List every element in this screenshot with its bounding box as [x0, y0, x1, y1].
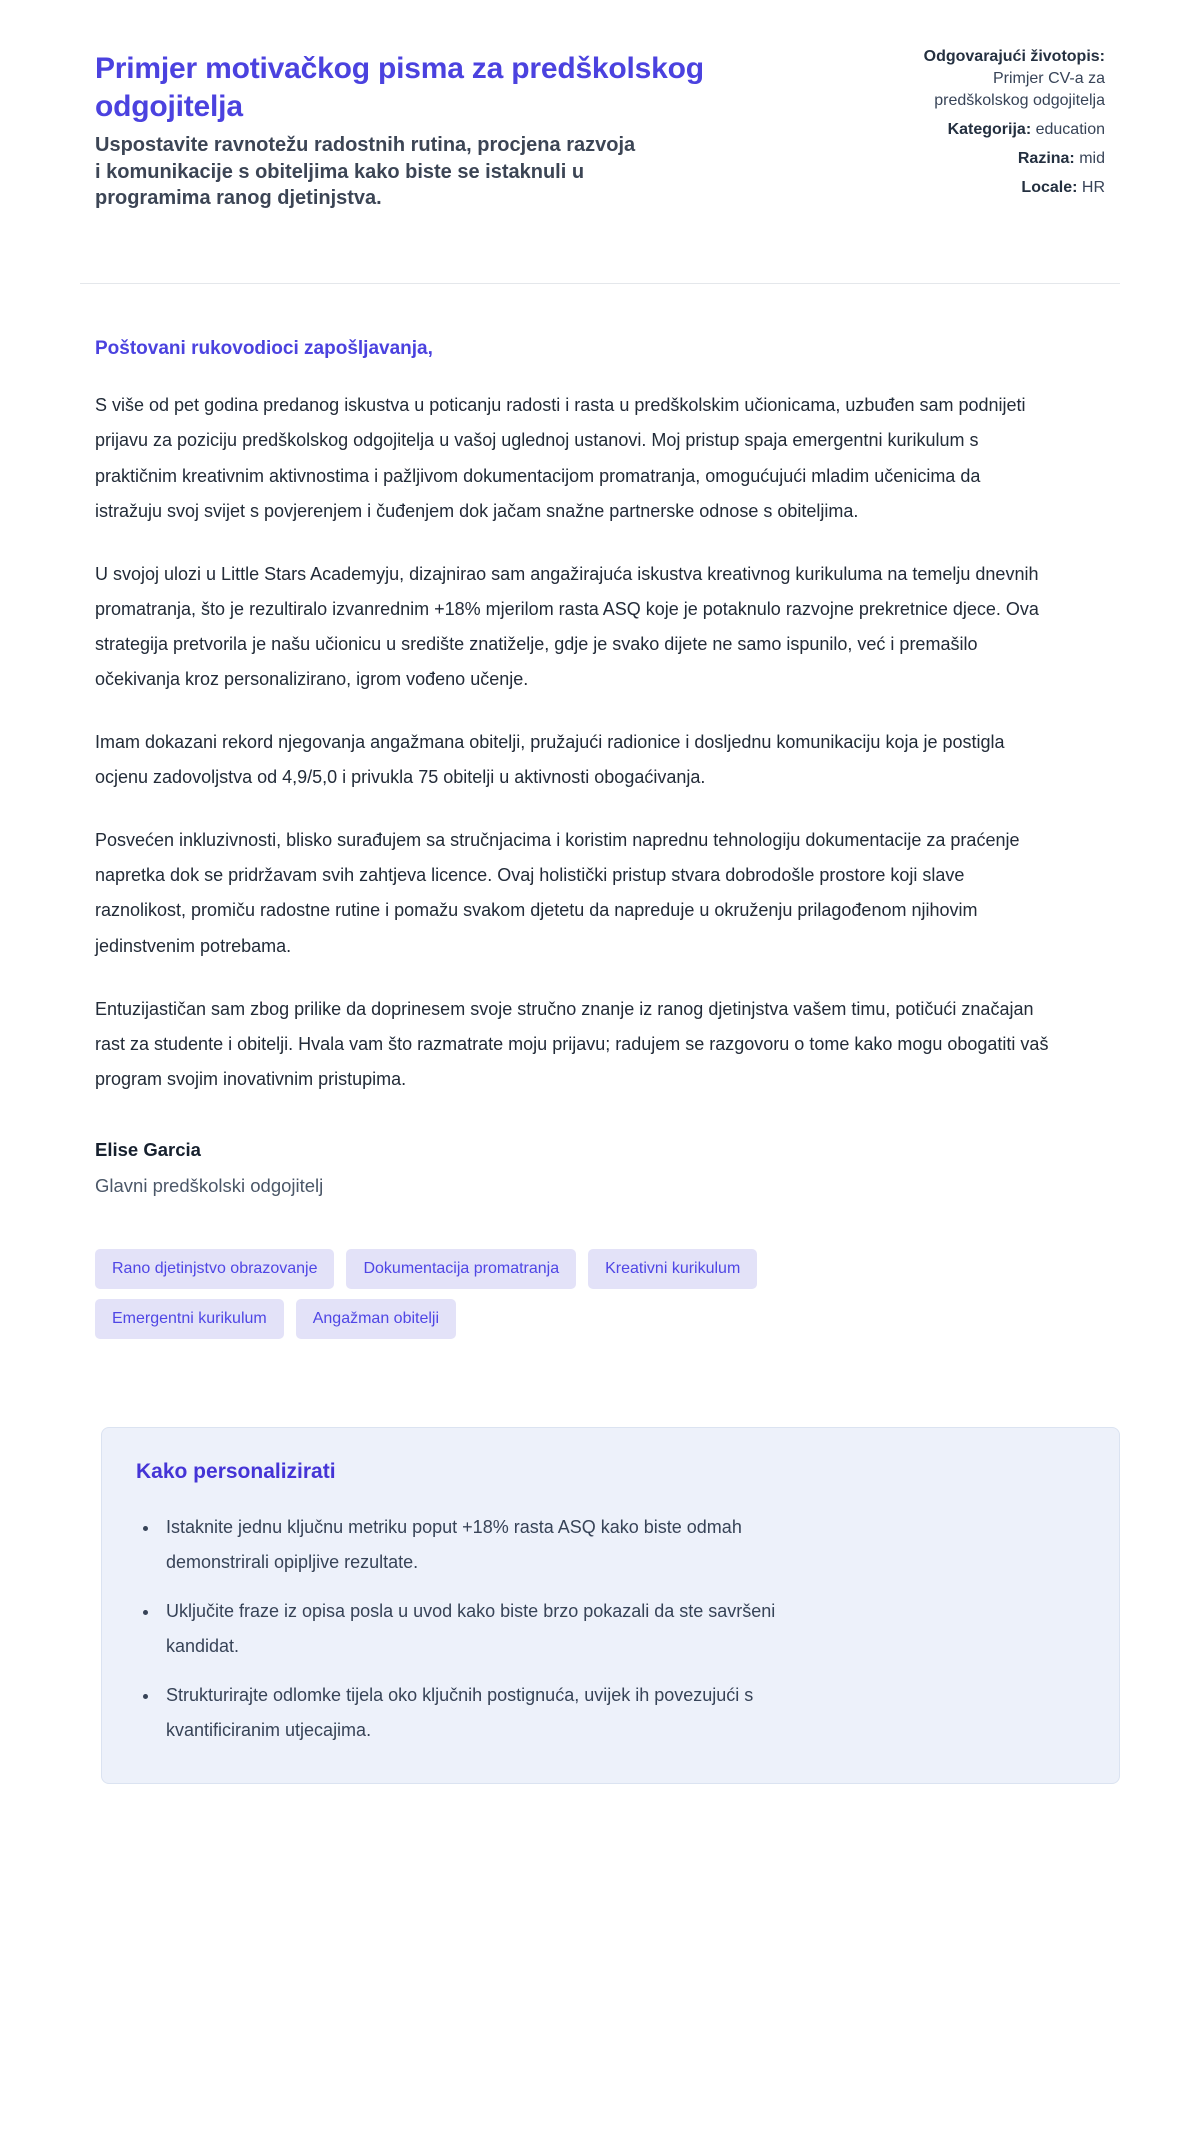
signature-role: Glavni predškolski odgojitelj [95, 1174, 324, 1196]
meta-value: Primjer CV-a za predškolskog odgojitelja [934, 70, 1105, 110]
letter-paragraph: Posvećen inkluzivnosti, blisko surađujem sa stručnjacima i koristim naprednu tehnologiju dokumentacije za praćenje napretka dok se pridržavam svih zahtjeva licence. Ovaj holistički pristup stvara dobrodošle prostore koji slave raznolikost, promiču radostne rutine i pomažu svakom djetetu da napreduje u okruženju prilagođenom njihovim jedinstvenim potrebama. [95, 830, 1020, 956]
personalization-tips-box [101, 1427, 1120, 1784]
signature-name: Elise Garcia [95, 1138, 201, 1160]
tag-list [80, 1249, 895, 1339]
tag-chip[interactable]: Angažman obitelji [296, 1299, 456, 1339]
letter-body [80, 338, 1120, 1197]
tag-chip[interactable]: Kreativni kurikulum [588, 1249, 757, 1289]
letter-paragraph: S više od pet godina predanog iskustva u poticanju radosti i rasta u predškolskim učionicama, uzbuđen sam podnijeti prijavu za poziciju predškolskog odgojitelja u vašoj uglednoj ustanovi. Moj pristup spaja emergentni kurikulum s praktičnim kreativnim aktivnostima i pažljivom dokumentacijom promatranja, omogućujući mladim učenicima da istražuju svoj svijet s povjerenjem i čuđenjem dok jačam snažne partnerske odnose s obiteljima. [95, 395, 1026, 521]
meta-panel [920, 46, 1120, 206]
divider [80, 283, 1120, 284]
letter-paragraph: U svojoj ulozi u Little Stars Academyju, dizajnirao sam angažirajuća iskustva kreativnog kurikuluma na temelju dnevnih promatranja, što je rezultiralo izvanrednim +18% mjerilom rasta ASQ koje je potaknulo razvojne prekretnice djece. Ova strategija pretvorila je našu učionicu u središte znatiželje, gdje je svako dijete ne samo ispunilo, već i premašilo očekivanja kroz personalizirano, igrom vođeno učenje. [95, 563, 1039, 690]
meta-label: Razina: [1017, 150, 1075, 168]
meta-value: mid [1079, 150, 1105, 168]
letter-paragraphs [95, 388, 1120, 1097]
header-title-block [80, 50, 705, 211]
meta-label: Odgovarajući životopis: [923, 48, 1105, 65]
letter-greeting: Poštovani rukovodioci zapošljavanja, [95, 338, 433, 360]
tag-chip[interactable]: Dokumentacija promatranja [346, 1249, 576, 1289]
tips-title: Kako personalizirati [136, 1459, 336, 1483]
tag-chip[interactable]: Emergentni kurikulum [95, 1299, 284, 1339]
tip-item: • Strukturirajte odlomke tijela oko ključnih postignuća, uvijek ih povezujući s kvantificiranim utjecajima. [160, 1678, 825, 1748]
page-header [80, 50, 1120, 211]
letter-paragraph: Imam dokazani rekord njegovanja angažmana obitelji, pružajući radionice i dosljednu komunikaciju koja je postigla ocjenu zadovoljstva od 4,9/5,0 i privukla 75 obitelji u aktivnosti obogaćivanja. [95, 732, 1005, 788]
tag-chip[interactable]: Rano djetinjstvo obrazovanje [95, 1249, 334, 1289]
tip-item: • Istaknite jednu ključnu metriku poput +18% rasta ASQ kako biste odmah demonstrirali opipljive rezultate. [160, 1510, 825, 1580]
page-title: Primjer motivačkog pisma za predškolskog odgojitelja [95, 52, 704, 124]
meta-label: Kategorija: [947, 121, 1032, 139]
meta-value: HR [1081, 179, 1105, 197]
page-subtitle: Uspostavite ravnotežu radostnih rutina, procjena razvoja i komunikacije s obiteljima kako biste se istaknuli u programima ranog djetinjstva. [95, 134, 636, 209]
meta-label: Locale: [1021, 179, 1078, 197]
tips-list [136, 1510, 1085, 1749]
tip-item: • Uključite fraze iz opisa posla u uvod kako biste brzo pokazali da ste savršeni kandidat. [160, 1594, 825, 1664]
meta-item [920, 46, 1105, 112]
meta-item [920, 177, 1105, 199]
meta-item [920, 148, 1105, 170]
letter-paragraph: Entuzijastičan sam zbog prilike da doprinesem svoje stručno znanje iz ranog djetinjstva vašem timu, potičući značajan rast za studente i obitelji. Hvala vam što razmatrate moju prijavu; radujem se razgovoru o tome kako mogu obogatiti vaš program svojim inovativnim pristupima. [95, 998, 1049, 1089]
meta-item [920, 119, 1105, 141]
meta-value: education [1035, 121, 1105, 139]
